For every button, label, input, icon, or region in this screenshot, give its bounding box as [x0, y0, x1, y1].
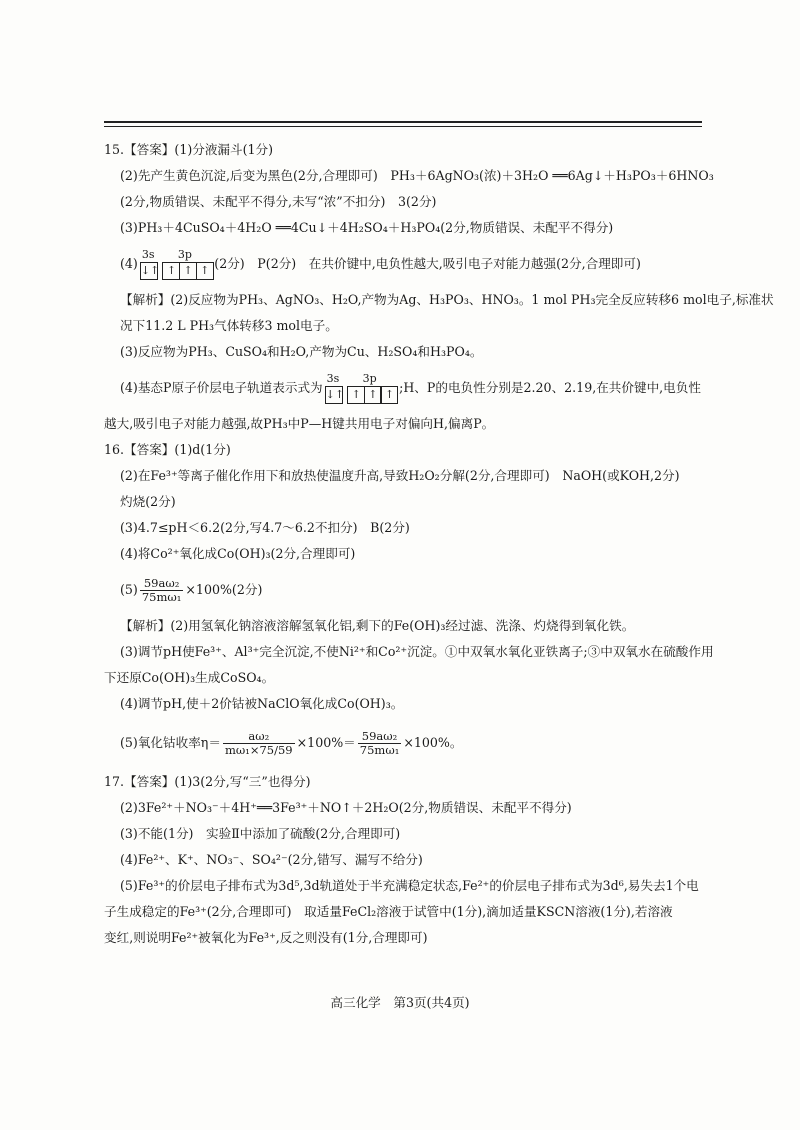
q15-answer-3: (3)PH₃＋4CuSO₄＋4H₂O ══4Cu↓＋4H₂SO₄＋H₃PO₄(2分,物质错误、未配平不得分) [120, 220, 614, 235]
q16-answer-2-cont: 灼烧(2分) [120, 494, 176, 509]
q15-answer-2: (2)先产生黄色沉淀,后变为黑色(2分,合理即可) PH₃＋6AgNO₃(浓)＋3H₂O ══6Ag↓＋H₃PO₃＋6HNO₃ [120, 168, 714, 183]
q16-analysis-5: (5)氧化钴收率η＝ $\frac{\text{aω₂}}{\text{mω₁×75/59}}$ ×100%＝ $\frac{\text{59aω₂}}{\text{75mω₁}}$ ×100%。 [120, 729, 463, 757]
orbital-3p-box: ↑ [162, 262, 180, 280]
header-rule-thick [104, 121, 702, 123]
orbital-diagram [325, 373, 397, 404]
q15-answer-4: (4) 3s 3p ↓↑ ↑ ↑ ↑ (2分) P(2分) 在共价键中,电负性越大,吸引电子对能力越强(2分,合理即可) [104, 241, 706, 287]
q15-analysis-1-cont: 况下11.2 L PH₃气体转移3 mol电子。 [120, 318, 338, 333]
orbital-3p-box: ↑ [179, 262, 197, 280]
orbital-3p-box: ↑ [380, 386, 398, 404]
q17-answer-5: (5)Fe³⁺的价层电子排布式为3d⁵,3d轨道处于半充满稳定状态,Fe²⁺的价层电子排布式为3d⁶,易失去1个电 [120, 878, 699, 893]
orbital-3p-label: 3p [177, 248, 192, 261]
orbital-3p-box: ↑ [364, 386, 382, 404]
q15-answer-1: 15.【答案】(1)分液漏斗(1分) [104, 142, 274, 157]
q15-answer-2-cont: (2分,物质错误、未配平不得分,未写“浓”不扣分) 3(2分) [120, 194, 437, 209]
q16-analysis-2: 【解析】(2)用氢氧化钠溶液溶解氢氧化铝,剩下的Fe(OH)₃经过滤、洗涤、灼烧得到氧化铁。 [120, 618, 635, 633]
q17-answer-5-cont2: 变红,则说明Fe²⁺被氧化为Fe³⁺,反之则没有(1分,合理即可) [104, 930, 428, 945]
orbital-3s-label: 3s [326, 372, 340, 385]
fraction: $\frac{\text{aω₂}}{\text{mω₁×75/59}}$ [224, 729, 293, 757]
q15-analysis-4: (4)基态P原子价层电子轨道表示式为 3s 3p ↓↑ ↑ ↑ ↑ ;H、P的电负性分别是2.20、2.19,在共价键中,电负性 [104, 365, 706, 411]
q16-analysis-4: (4)调节pH,使＋2价钴被NaClO氧化成Co(OH)₃。 [120, 696, 404, 711]
orbital-3p-box: ↑ [347, 386, 365, 404]
header-rule-thin [104, 126, 702, 127]
q16-answer-2: (2)在Fe³⁺等离子催化作用下和放热使温度升高,导致H₂O₂分解(2分,合理即可) NaOH(或KOH,2分) [120, 468, 680, 483]
fraction: $\frac{\text{59aω₂}}{\text{75mω₁}}$ [141, 576, 182, 604]
orbital-3p-label: 3p [362, 372, 377, 385]
q17-answer-3: (3)不能(1分) 实验Ⅱ中添加了硫酸(2分,合理即可) [120, 826, 401, 841]
orbital-3s-box: ↓↑ [140, 262, 158, 280]
q17-answer-2: (2)3Fe²⁺＋NO₃⁻＋4H⁺══3Fe³⁺＋NO↑＋2H₂O(2分,物质错误、未配平不得分) [120, 800, 572, 815]
q17-answer-1: 17.【答案】(1)3(2分,写“三”也得分) [104, 774, 311, 789]
q16-analysis-3-cont: 下还原Co(OH)₃生成CoSO₄。 [104, 670, 275, 685]
fraction: $\frac{\text{59aω₂}}{\text{75mω₁}}$ [359, 729, 400, 757]
q17-answer-4: (4)Fe²⁺、K⁺、NO₃⁻、SO₄²⁻(2分,错写、漏写不给分) [120, 852, 423, 867]
page-footer: 高三化学 第3页(共4页) [330, 995, 470, 1010]
q16-answer-5: (5) $\frac{\text{59aω₂}}{\text{75mω₁}}$ ×100%(2分) [120, 576, 263, 604]
q16-answer-1: 16.【答案】(1)d(1分) [104, 442, 231, 457]
q17-answer-5-cont: 子生成稳定的Fe³⁺(2分,合理即可) 取适量FeCl₂溶液于试管中(1分),滴加适量KSCN溶液(1分),若溶液 [104, 904, 673, 919]
orbital-diagram [140, 249, 212, 280]
answer-content [104, 137, 774, 951]
q15-analysis-1: 【解析】(2)反应物为PH₃、AgNO₃、H₂O,产物为Ag、H₃PO₃、HNO₃。1 mol PH₃完全反应转移6 mol电子,标准状 [120, 292, 774, 307]
orbital-3p-box: ↑ [196, 262, 214, 280]
orbital-3s-label: 3s [141, 248, 155, 261]
q16-analysis-3: (3)调节pH使Fe³⁺、Al³⁺完全沉淀,不使Ni²⁺和Co²⁺沉淀。①中双氧水氧化亚铁离子;③中双氧水在硫酸作用 [120, 644, 714, 659]
q16-answer-3: (3)4.7≤pH＜6.2(2分,写4.7～6.2不扣分) B(2分) [120, 520, 410, 535]
q15-analysis-3: (3)反应物为PH₃、CuSO₄和H₂O,产物为Cu、H₂SO₄和H₃PO₄。 [120, 344, 483, 359]
orbital-3s-box: ↓↑ [325, 386, 343, 404]
q16-answer-4: (4)将Co²⁺氧化成Co(OH)₃(2分,合理即可) [120, 546, 356, 561]
q15-analysis-4-cont: 越大,吸引电子对能力越强,故PH₃中P—H键共用电子对偏向H,偏离P。 [104, 416, 495, 431]
